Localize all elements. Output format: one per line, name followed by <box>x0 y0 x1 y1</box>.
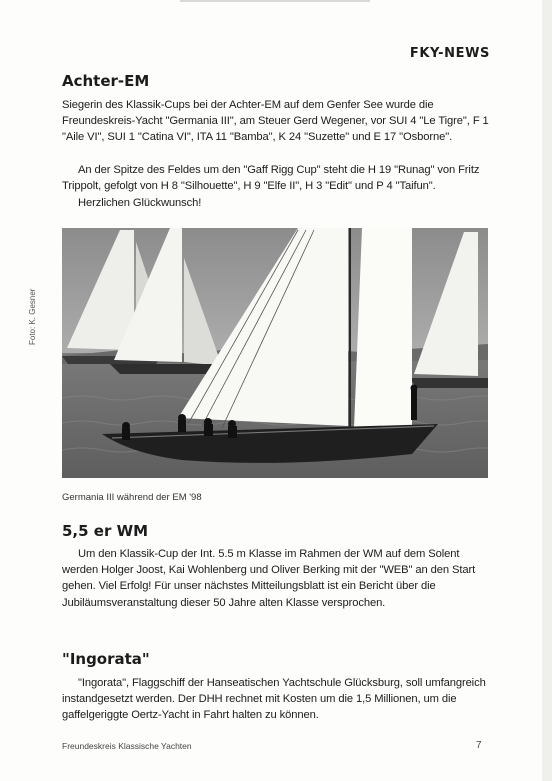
article-title-ingorata: "Ingorata" <box>62 650 150 668</box>
article-title-5-5-er-wm: 5,5 er WM <box>62 522 149 540</box>
article-title-achter-em: Achter-EM <box>62 72 150 90</box>
photo-credit: Foto: K. Gesner <box>28 288 37 345</box>
sailing-photo <box>62 228 488 478</box>
page-number: 7 <box>476 740 482 751</box>
article-paragraph: Um den Klassik-Cup der Int. 5.5 m Klasse im Rahmen der WM auf dem Solent werden Holger Joost, Kai Wohlenberg und Oliver Berking mit der "WEB" an den Start gehen. Viel Erfolg! Für unser nächstes Mitteilungsblatt ist ein Bericht über die Jubiläumsveranstaltung dieser 50 Jahre alten Klasse versprochen. <box>62 548 476 609</box>
top-rule <box>180 0 370 2</box>
article-paragraph: Siegerin des Klassik-Cups bei der Achter-EM auf dem Genfer See wurde die Freundeskreis-Yacht "Germania III", am Steuer Gerd Wegener, vor SUI 4 "Le Tigre", F 1 "Aile VI", SUI 1 "Catina VI", ITA 11 "Bamba", K 24 "Suzette" und E 17 "Osborne". <box>62 99 489 144</box>
sailing-yachts-illustration <box>62 228 488 478</box>
article-paragraph: "Ingorata", Flaggschiff der Hanseatischen Yachtschule Glücksburg, soll umfangreich instandgesetzt werden. Der DHH rechnet mit Kosten um die 1,5 Millionen, um die gaffelgeriggte Oertz-Yacht in Fahrt halten zu können. <box>62 677 486 722</box>
page-edge-shadow <box>542 0 552 781</box>
section-header-tag: FKY-NEWS <box>409 46 490 61</box>
photo-caption: Germania III während der EM '98 <box>62 492 202 503</box>
article-paragraph: An der Spitze des Feldes um den "Gaff Rigg Cup" steht die H 19 "Runag" von Fritz Trippolt, gefolgt von H 8 "Silhouette", H 9 "Elfe II", H 3 "Edit" und P 4 "Taifun". <box>62 164 480 193</box>
footer-publication: Freundeskreis Klassische Yachten <box>62 741 192 751</box>
article-paragraph: Herzlichen Glückwunsch! <box>78 197 202 209</box>
